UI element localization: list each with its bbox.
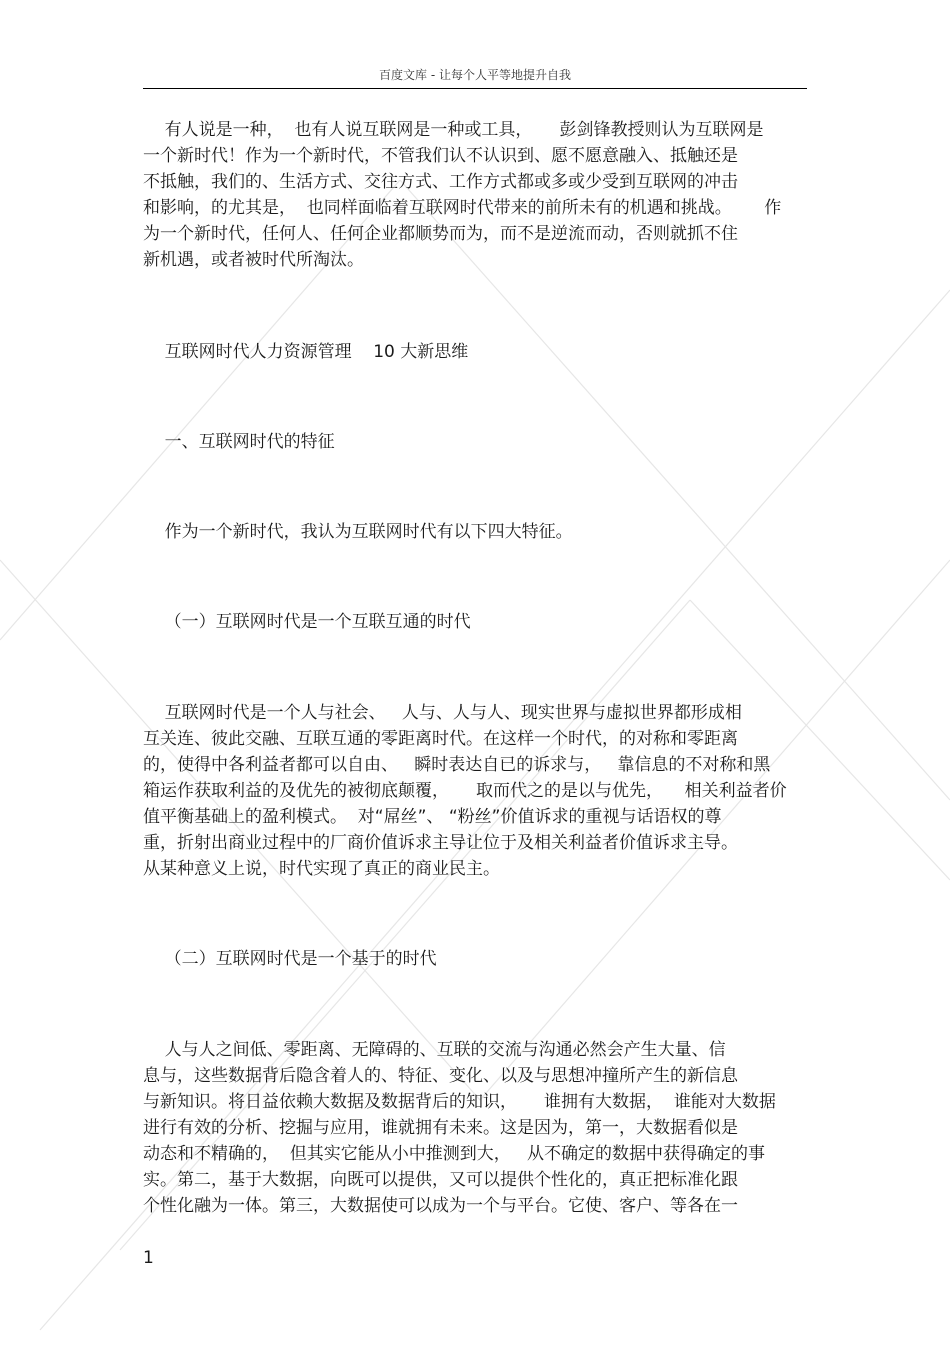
section-heading: 一、互联网时代的特征	[143, 432, 335, 452]
text-line: 进行有效的分析、挖掘与应用，谁就拥有未来。这是因为，第一，大数据看似是	[143, 1118, 738, 1138]
text-line: 互关连、彼此交融、互联互通的零距离时代。在这样一个时代，的对称和零距离	[143, 729, 738, 749]
text-line: 为一个新时代，任何人、任何企业都顺势而为，而不是逆流而动，否则就抓不住	[143, 224, 738, 244]
subsection-paragraph	[143, 1037, 807, 1219]
text-line: 的，使得中各利益者都可以自由、 瞬时表达自已的诉求与， 靠信息的不对称和黑	[143, 755, 771, 775]
text-line: 人与人之间低、零距离、无障碍的、互联的交流与沟通必然会产生大量、信	[143, 1040, 726, 1060]
intro-paragraph	[143, 117, 807, 273]
subsection-heading: （二）互联网时代是一个基于的时代	[143, 949, 437, 969]
text-line: 个性化融为一体。第三，大数据使可以成为一个与平台。它使、客户、等各在一	[143, 1196, 738, 1216]
text-line: 动态和不精确的， 但其实它能从小中推测到大， 从不确定的数据中获得确定的事	[143, 1144, 766, 1164]
text-line: 有人说是一种， 也有人说互联网是一种或工具， 彭剑锋教授则认为互联网是	[143, 120, 764, 140]
section-intro: 作为一个新时代，我认为互联网时代有以下四大特征。	[143, 522, 573, 542]
subsection-heading: （一）互联网时代是一个互联互通的时代	[143, 612, 471, 632]
text-line: 和影响，的尤其是， 也同样面临着互联网时代带来的前所未有的机遇和挑战。 作	[143, 198, 782, 218]
document-title: 互联网时代人力资源管理 10 大新思维	[143, 342, 469, 362]
text-line: 实。第二，基于大数据，向既可以提供，又可以提供个性化的，真正把标准化跟	[143, 1170, 738, 1190]
header-text: 百度文库 - 让每个人平等地提升自我	[379, 68, 571, 82]
page-header	[143, 66, 807, 89]
page-number: 1	[143, 1248, 154, 1268]
text-line: 新机遇，或者被时代所淘汰。	[143, 250, 364, 270]
subsection-paragraph	[143, 700, 807, 882]
text-line: 值平衡基础上的盈利模式。 对“屌丝”、 “粉丝”价值诉求的重视与话语权的尊	[143, 807, 722, 827]
text-line: 与新知识。将日益依赖大数据及数据背后的知识， 谁拥有大数据， 谁能对大数据	[143, 1092, 776, 1112]
text-line: 一个新时代！作为一个新时代，不管我们认不认识到、愿不愿意融入、抵触还是	[143, 146, 738, 166]
text-line: 互联网时代是一个人与社会、 人与、人与人、现实世界与虚拟世界都形成相	[143, 703, 742, 723]
text-line: 重，折射出商业过程中的厂商价值诉求主导让位于及相关利益者价值诉求主导。	[143, 833, 738, 853]
text-line: 息与，这些数据背后隐含着人的、特征、变化、以及与思想冲撞所产生的新信息	[143, 1066, 738, 1086]
text-line: 从某种意义上说，时代实现了真正的商业民主。	[143, 859, 500, 879]
text-line: 箱运作获取利益的及优先的被彻底颠覆， 取而代之的是以与优先， 相关利益者价	[143, 781, 787, 801]
text-line: 不抵触，我们的、生活方式、交往方式、工作方式都或多或少受到互联网的冲击	[143, 172, 738, 192]
